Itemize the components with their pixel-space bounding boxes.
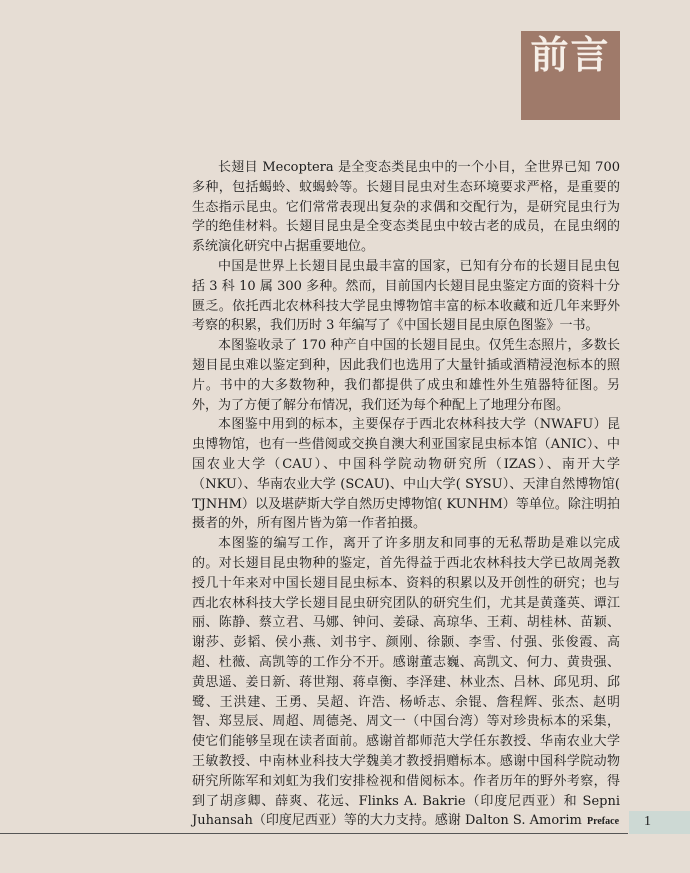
page-number-tab xyxy=(629,811,690,834)
page-number: 1 xyxy=(644,814,651,829)
chapter-title-box xyxy=(521,31,620,120)
footer-rule xyxy=(0,833,628,834)
paragraph-2: 中国是世界上长翅目昆虫最丰富的国家，已知有分布的长翅目昆虫包括 3 科 10 属 300 多种。然而，目前国内长翅目昆虫鉴定方面的资料十分匮乏。依托西北农林科技大学昆虫博物馆丰富的标本收藏和近几年来野外考察的积累，我们历时 3 年编写了《中国长翅目昆虫原色图鉴》一书。 xyxy=(192,258,620,334)
paragraph-1: 长翅目 Mecoptera 是全变态类昆虫中的一个小目，全世界已知 700 多种，包括蝎蛉、蚊蝎蛉等。长翅目昆虫对生态环境要求严格，是重要的生态指示昆虫。它们常常表现出复杂的求偶和交配行为，是研究昆虫行为学的绝佳材料。长翅目昆虫是全变态类昆虫中较古老的成员，在昆虫纲的系统演化研究中占据重要地位。 xyxy=(192,160,620,255)
paragraph-5: 本图鉴的编写工作，离开了许多朋友和同事的无私帮助是难以完成的。对长翅目昆虫物种的鉴定，首先得益于西北农林科技大学已故周尧教授几十年来对中国长翅目昆虫标本、资料的积累以及开创性的研究；也与西北农林科技大学长翅目昆虫研究团队的研究生们，尤其是黄蓬英、谭江丽、陈静、蔡立君、马娜、钟问、姜碌、高琼华、王莉、胡桂林、苗颖、谢莎、彭韬、侯小燕、刘书宇、颜刚、徐颢、李雪、付强、张俊霞、高超、杜薇、高凯等的工作分不开。感谢董志巍、高凯文、何力、黄贵强、黄思遥、姜日新、蒋世翔、蒋卓衡、李泽建、林业杰、吕林、邱见玥、邱鹭、王洪建、王勇、吴超、许浩、杨峤志、余锟、詹程辉、张杰、赵明智、郑昱辰、周超、周德尧、周文一（中国台湾）等对珍贵标本的采集，使它们能够呈现在读者面前。感谢首都师范大学任东教授、华南农业大学王敏教授、中南林业科技大学魏美才教授捐赠标本。感谢中国科学院动物研究所陈军和刘虹为我们安排检视和借阅标本。作者历年的野外考察，得到了胡彦卿、薛爽、花远、Flinks A. Bakrie（印度尼西亚）和 Sepni Juhansah（印度尼西亚）等的大力支持。感谢 Dalton S. Amorim xyxy=(192,536,620,829)
body-text xyxy=(192,158,620,831)
chapter-title: 前言 xyxy=(530,33,611,77)
paragraph-3: 本图鉴收录了 170 种产自中国的长翅目昆虫。仅凭生态照片，多数长翅目昆虫难以鉴定到种，因此我们也选用了大量针插或酒精浸泡标本的照片。书中的大多数物种，我们都提供了成虫和雄性外生殖器特征图。另外，为了方便了解分布情况，我们还为每个种配上了地理分布图。 xyxy=(192,338,620,413)
paragraph-4: 本图鉴中用到的标本，主要保存于西北农林科技大学（NWAFU）昆虫博物馆，也有一些借阅或交换自澳大利亚国家昆虫标本馆（ANIC）、中国农业大学（CAU）、中国科学院动物研究所（IZAS）、南开大学（NKU）、华南农业大学 (SCAU)、中山大学( SYSU）、天津自然博物馆( TJNHM）以及堪萨斯大学自然历史博物馆( KUNHM）等单位。除注明拍摄者的外，所有图片皆为第一作者拍摄。 xyxy=(192,417,620,532)
footer-section-label: Preface xyxy=(587,816,620,827)
